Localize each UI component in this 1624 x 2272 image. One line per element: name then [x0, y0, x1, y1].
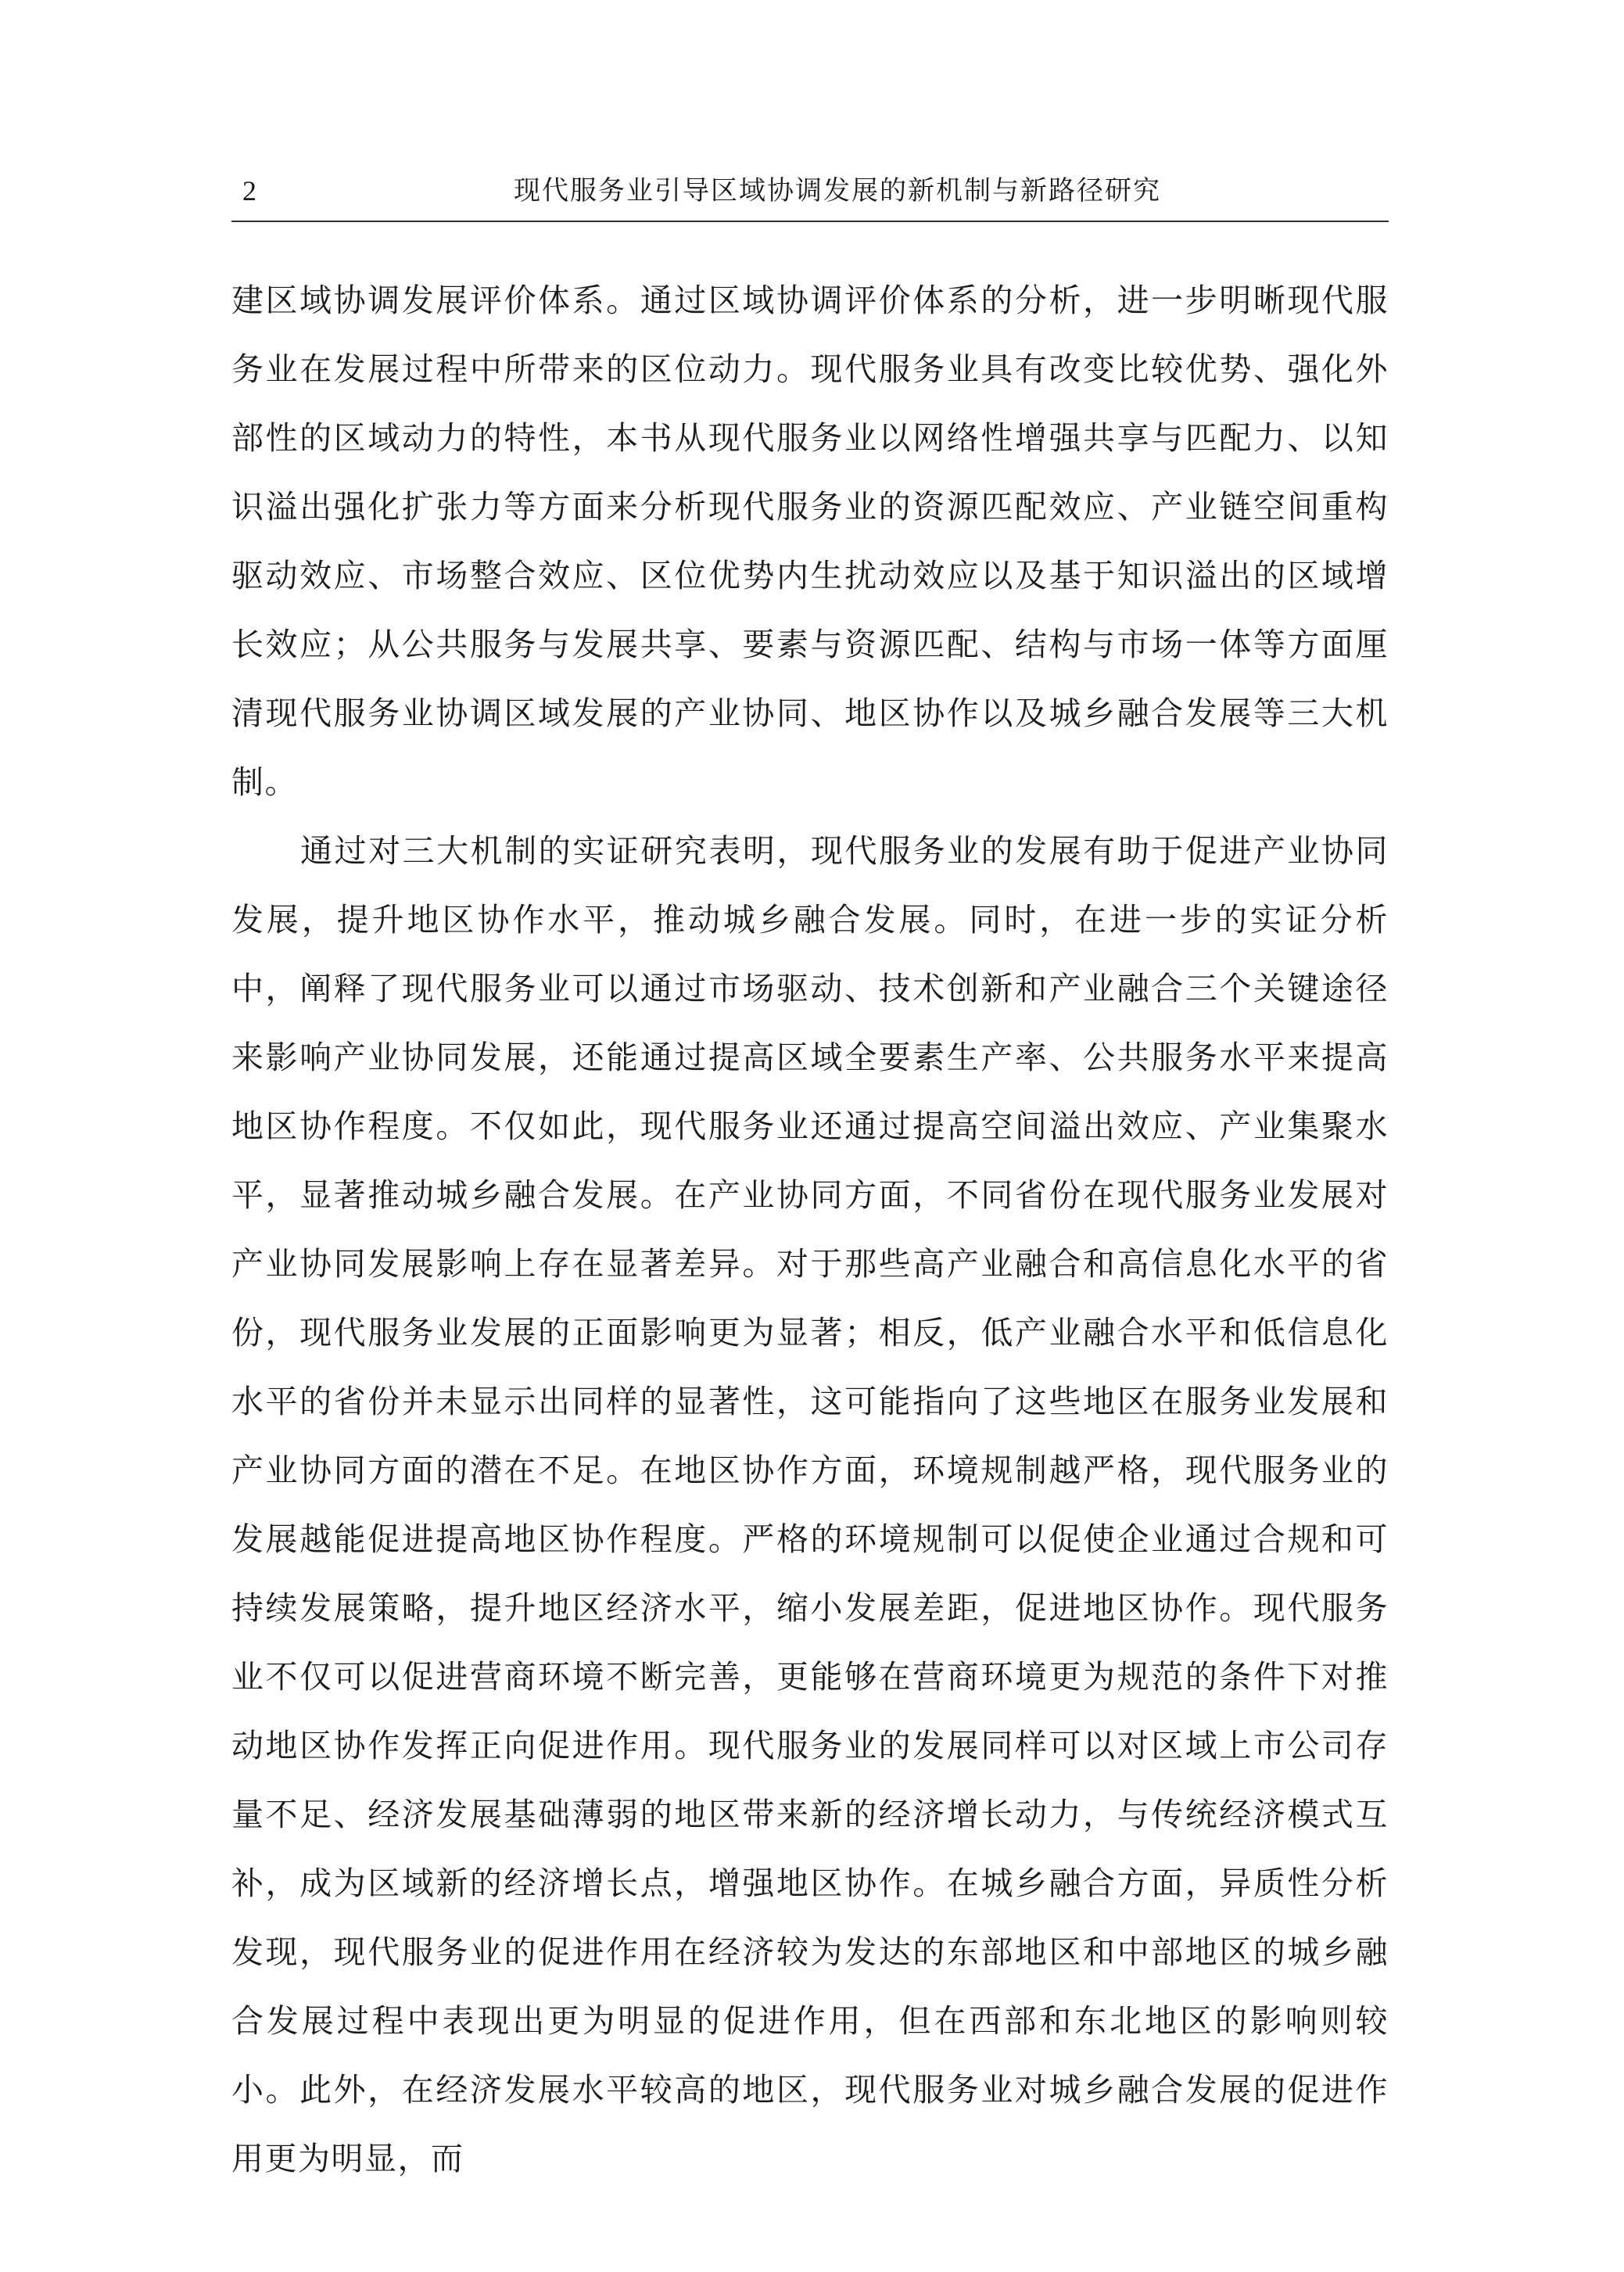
- running-header: [231, 166, 1389, 221]
- body-text: [231, 266, 1389, 2193]
- page-number: 2: [242, 175, 256, 206]
- paragraph-findings: 通过对三大机制的实证研究表明，现代服务业的发展有助于促进产业协同发展，提升地区协作水平，推动城乡融合发展。同时，在进一步的实证分析中，阐释了现代服务业可以通过市场驱动、技术创新和产业融合三个关键途径来影响产业协同发展，还能通过提高区域全要素生产率、公共服务水平来提高地区协作程度。不仅如此，现代服务业还通过提高空间溢出效应、产业集聚水平，显著推动城乡融合发展。在产业协同方面，不同省份在现代服务业发展对产业协同发展影响上存在显著差异。对于那些高产业融合和高信息化水平的省份，现代服务业发展的正面影响更为显著；相反，低产业融合水平和低信息化水平的省份并未显示出同样的显著性，这可能指向了这些地区在服务业发展和产业协同方面的潜在不足。在地区协作方面，环境规制越严格，现代服务业的发展越能促进提高地区协作程度。严格的环境规制可以促使企业通过合规和可持续发展策略，提升地区经济水平，缩小发展差距，促进地区协作。现代服务业不仅可以促进营商环境不断完善，更能够在营商环境更为规范的条件下对推动地区协作发挥正向促进作用。现代服务业的发展同样可以对区域上市公司存量不足、经济发展基础薄弱的地区带来新的经济增长动力，与传统经济模式互补，成为区域新的经济增长点，增强地区协作。在城乡融合方面，异质性分析发现，现代服务业的促进作用在经济较为发达的东部地区和中部地区的城乡融合发展过程中表现出更为明显的促进作用，但在西部和东北地区的影响则较小。此外，在经济发展水平较高的地区，现代服务业对城乡融合发展的促进作用更为明显，而: [231, 832, 1389, 2177]
- paragraph-continued: 建区域协调发展评价体系。通过区域协调评价体系的分析，进一步明晰现代服务业在发展过程中所带来的区位动力。现代服务业具有改变比较优势、强化外部性的区域动力的特性，本书从现代服务业以网络性增强共享与匹配力、以知识溢出强化扩张力等方面来分析现代服务业的资源匹配效应、产业链空间重构驱动效应、市场整合效应、区位优势内生扰动效应以及基于知识溢出的区域增长效应；从公共服务与发展共享、要素与资源匹配、结构与市场一体等方面厘清现代服务业协调区域发展的产业协同、地区协作以及城乡融合发展等三大机制。: [231, 282, 1389, 801]
- running-title: 现代服务业引导区域协调发展的新机制与新路径研究: [514, 175, 1161, 206]
- header-divider: [231, 221, 1389, 222]
